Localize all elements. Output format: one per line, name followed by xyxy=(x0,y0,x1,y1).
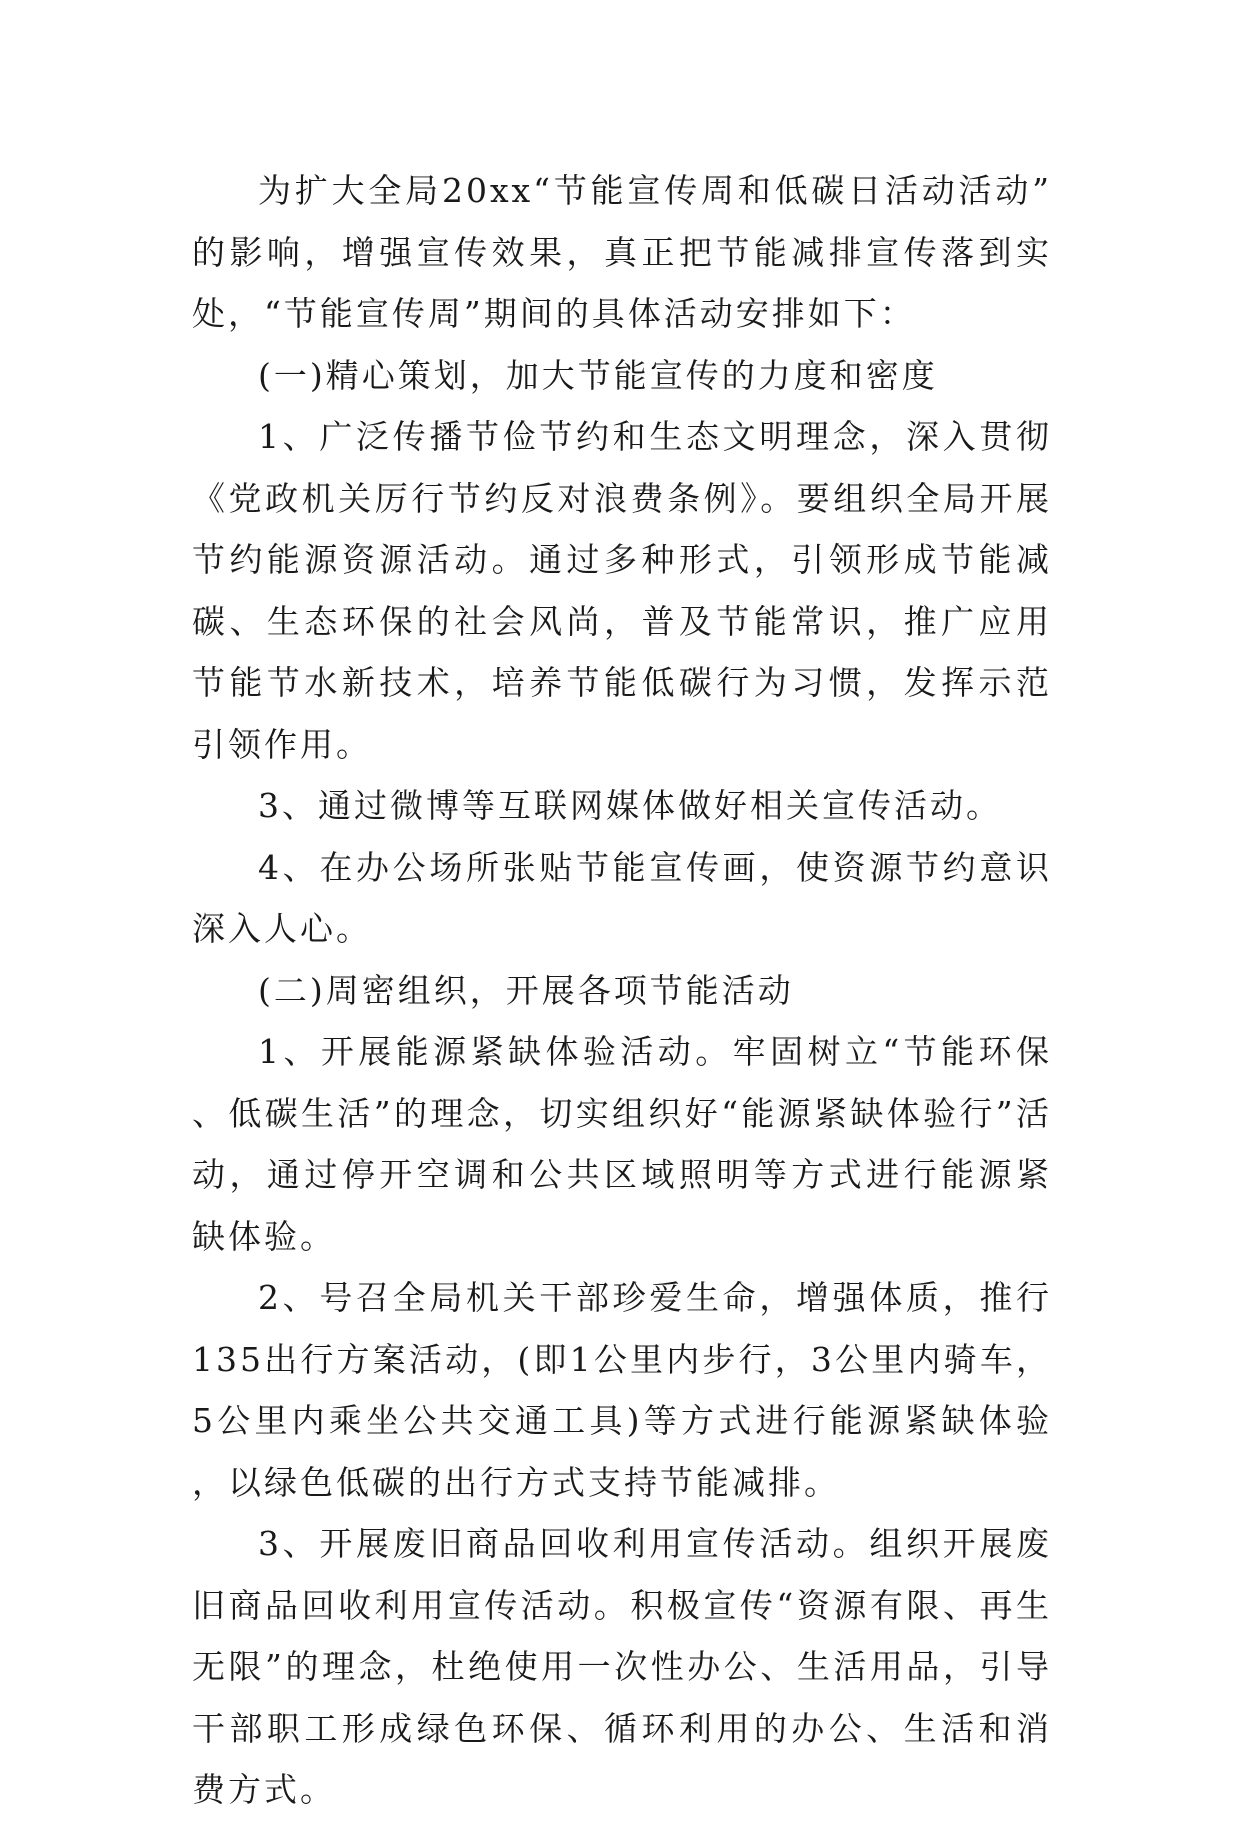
section-heading-1: (一)精心策划，加大节能宣传的力度和密度 xyxy=(258,355,938,395)
item-paragraph: 1、开展能源紧缺体验活动。牢固树立“节能环保、低碳生活”的理念，切实组织好“能源紧缺体验行”活动，通过停开空调和公共区域照明等方式进行能源紧缺体验。 xyxy=(192,1032,1052,1256)
item-paragraph: 3、开展废旧商品回收利用宣传活动。组织开展废旧商品回收利用宣传活动。积极宣传“资源有限、再生无限”的理念，杜绝使用一次性办公、生活用品，引导干部职工形成绿色环保、循环利用的办公、生活和消费方式。 xyxy=(192,1524,1052,1809)
intro-paragraph: 为扩大全局20xx“节能宣传周和低碳日活动活动”的影响，增强宣传效果，真正把节能减排宣传落到实处，“节能宣传周”期间的具体活动安排如下： xyxy=(192,171,1052,333)
section-heading-2: (二)周密组织，开展各项节能活动 xyxy=(258,970,794,1010)
item-paragraph: 1、广泛传播节俭节约和生态文明理念，深入贯彻《党政机关厉行节约反对浪费条例》。要组织全局开展节约能源资源活动。通过多种形式，引领形成节能减碳、生态环保的社会风尚，普及节能常识，推广应用节能节水新技术，培养节能低碳行为习惯，发挥示范引领作用。 xyxy=(192,417,1052,764)
item-paragraph: 2、号召全局机关干部珍爱生命，增强体质，推行135出行方案活动，(即1公里内步行，3公里内骑车，5公里内乘坐公共交通工具)等方式进行能源紧缺体验，以绿色低碳的出行方式支持节能减排。 xyxy=(192,1278,1052,1502)
document-body xyxy=(192,160,1052,1821)
item-paragraph: 3、通过微博等互联网媒体做好相关宣传活动。 xyxy=(258,786,1002,825)
item-paragraph: 4、在办公场所张贴节能宣传画，使资源节约意识深入人心。 xyxy=(192,847,1052,948)
